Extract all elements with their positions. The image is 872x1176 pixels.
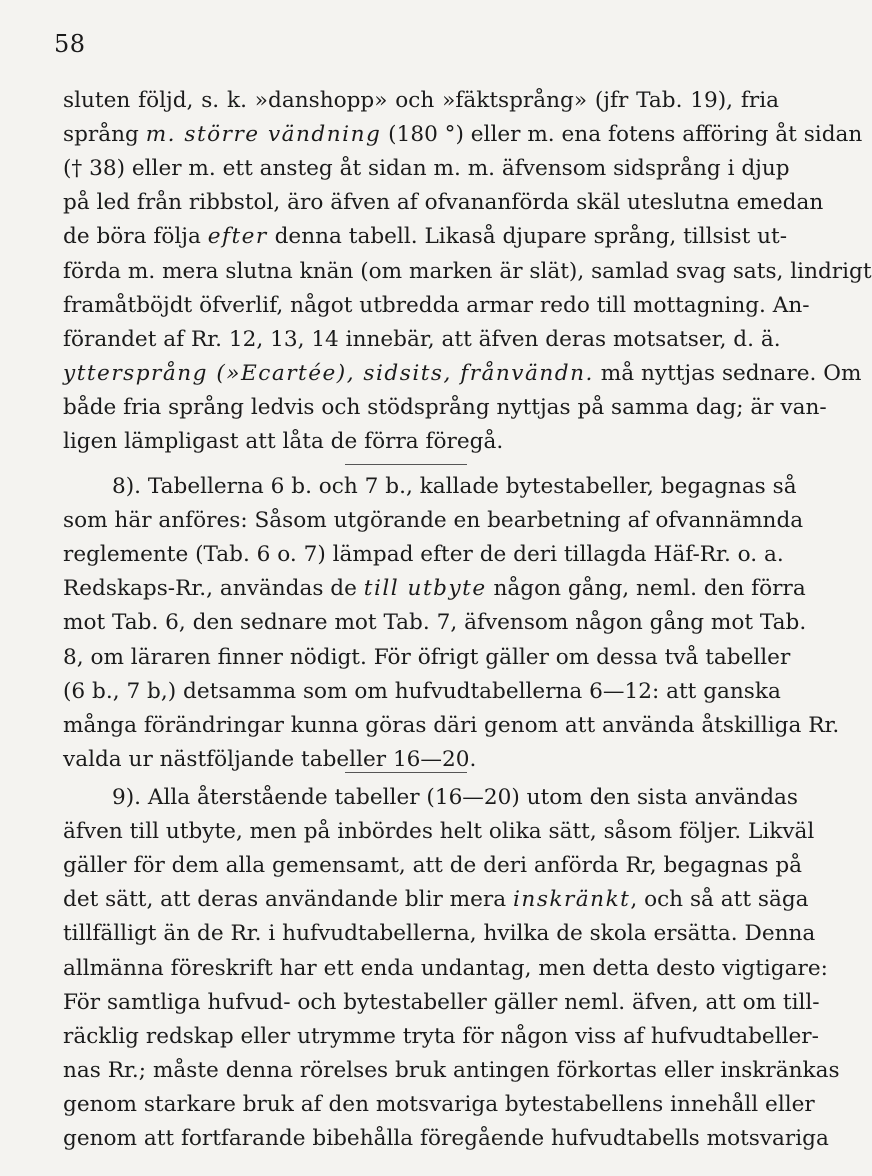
text-run: gäller för dem alla gemensamt, att de deri anförda Rr, begagnas på <box>63 853 803 879</box>
text-line <box>63 538 784 572</box>
text-run: nas Rr.; måste denna rörelses bruk antingen förkortas eller inskränkas <box>63 1057 840 1083</box>
text-run: de böra följa <box>63 224 208 250</box>
text-run: förandet af Rr. 12, 13, 14 innebär, att äfven deras motsatser, d. ä. <box>63 326 781 352</box>
text-run: språng <box>63 122 146 148</box>
text-run: mot Tab. 6, den sednare mot Tab. 7, äfvensom någon gång mot Tab. <box>63 610 807 636</box>
text-line <box>63 255 872 289</box>
text-run: det sätt, att deras användande blir mera <box>63 887 513 913</box>
text-line <box>63 152 790 186</box>
text-run: äfven till utbyte, men på inbördes helt olika sätt, såsom följer. Likväl <box>63 819 815 845</box>
text-line <box>63 323 779 357</box>
text-line <box>63 883 809 917</box>
text-run: († 38) eller m. ett ansteg åt sidan m. m. äfvensom sidsprång i djup <box>63 156 790 182</box>
text-line <box>63 606 807 640</box>
text-line <box>63 357 862 391</box>
text-line <box>63 1088 815 1122</box>
text-run: räcklig redskap eller utrymme tryta för någon viss af hufvudtabeller- <box>63 1023 819 1049</box>
text-line <box>112 781 798 815</box>
section-divider <box>345 464 467 465</box>
text-run: allmänna föreskrift har ett enda undantag, men detta desto vigtigare: <box>63 955 828 981</box>
text-line <box>63 917 816 951</box>
text-run: både fria språng ledvis och stödsprång nyttjas på samma dag; är van- <box>63 394 827 420</box>
text-line <box>63 186 824 220</box>
text-line <box>63 118 863 152</box>
text-line <box>63 220 788 254</box>
text-line <box>63 952 828 986</box>
text-line <box>63 504 804 538</box>
text-run: valda ur nästföljande tabeller 16—20. <box>63 746 477 772</box>
text-run: må nyttjas sednare. Om <box>593 360 862 386</box>
text-run: sluten följd, s. k. »danshopp» och »fäktsprång» (jfr Tab. 19), fria <box>63 88 779 113</box>
text-line <box>63 986 820 1020</box>
text-run: till utbyte <box>363 576 487 602</box>
text-run: Redskaps-Rr., användas de <box>63 576 364 602</box>
text-line <box>63 84 779 118</box>
text-line <box>63 675 779 709</box>
text-line <box>63 849 803 883</box>
text-run: genom att fortfarande bibehålla föregående hufvudtabells motsvariga <box>63 1126 829 1151</box>
text-run: 9). Alla återstående tabeller (16—20) utom den sista användas <box>112 785 798 810</box>
text-line <box>63 641 791 675</box>
text-run: (180 °) eller m. ena fotens afföring åt sidan <box>381 122 863 148</box>
text-run: m. större vändning <box>145 122 382 148</box>
text-line <box>63 289 810 323</box>
text-run: , och så att säga <box>630 887 809 913</box>
text-line <box>63 815 815 849</box>
text-line <box>63 1054 840 1088</box>
text-line <box>63 1020 819 1054</box>
text-run: förda m. mera slutna knän (om marken är slät), samlad svag sats, lindrigt <box>63 258 872 284</box>
text-line <box>112 470 797 504</box>
text-run: (6 b., 7 b,) detsamma som om hufvudtabellerna 6—12: att ganska <box>63 678 781 704</box>
text-line <box>63 391 827 425</box>
text-run: efter <box>207 224 268 250</box>
page-number: 58 <box>54 30 86 58</box>
text-run: tillfälligt än de Rr. i hufvudtabellerna, hvilka de skola ersätta. Denna <box>63 921 816 947</box>
text-run: genom starkare bruk af den motsvariga bytestabellens innehåll eller <box>63 1091 815 1117</box>
section-divider <box>345 772 467 773</box>
text-line <box>63 425 779 459</box>
text-run: som här anföres: Såsom utgörande en bearbetning af ofvannämnda <box>63 508 804 534</box>
text-run: yttersprång (»Ecartée), sidsits, frånvändn. <box>63 360 594 386</box>
text-run: denna tabell. Likaså djupare språng, tillsist ut- <box>267 224 788 250</box>
text-run: någon gång, neml. den förra <box>486 576 806 602</box>
text-run: på led från ribbstol, äro äfven af ofvananförda skäl uteslutna emedan <box>63 190 824 216</box>
text-run: ligen lämpligast att låta de förra föregå. <box>63 429 504 454</box>
text-run: reglemente (Tab. 6 o. 7) lämpad efter de deri tillagda Häf-Rr. o. a. <box>63 542 784 568</box>
text-run: För samtliga hufvud- och bytestabeller gäller neml. äfven, att om till- <box>63 989 820 1015</box>
text-run: inskränkt <box>513 887 631 913</box>
text-run: framåtböjdt öfverlif, något utbredda armar redo till mottagning. An- <box>63 292 810 318</box>
text-line <box>63 709 840 743</box>
text-line <box>63 572 806 606</box>
text-line <box>63 1122 829 1156</box>
text-run: många förändringar kunna göras däri genom att använda åtskilliga Rr. <box>63 712 840 738</box>
text-run: 8). Tabellerna 6 b. och 7 b., kallade bytestabeller, begagnas så <box>112 474 797 499</box>
text-run: 8, om läraren finner nödigt. För öfrigt gäller om dessa två tabeller <box>63 644 791 670</box>
